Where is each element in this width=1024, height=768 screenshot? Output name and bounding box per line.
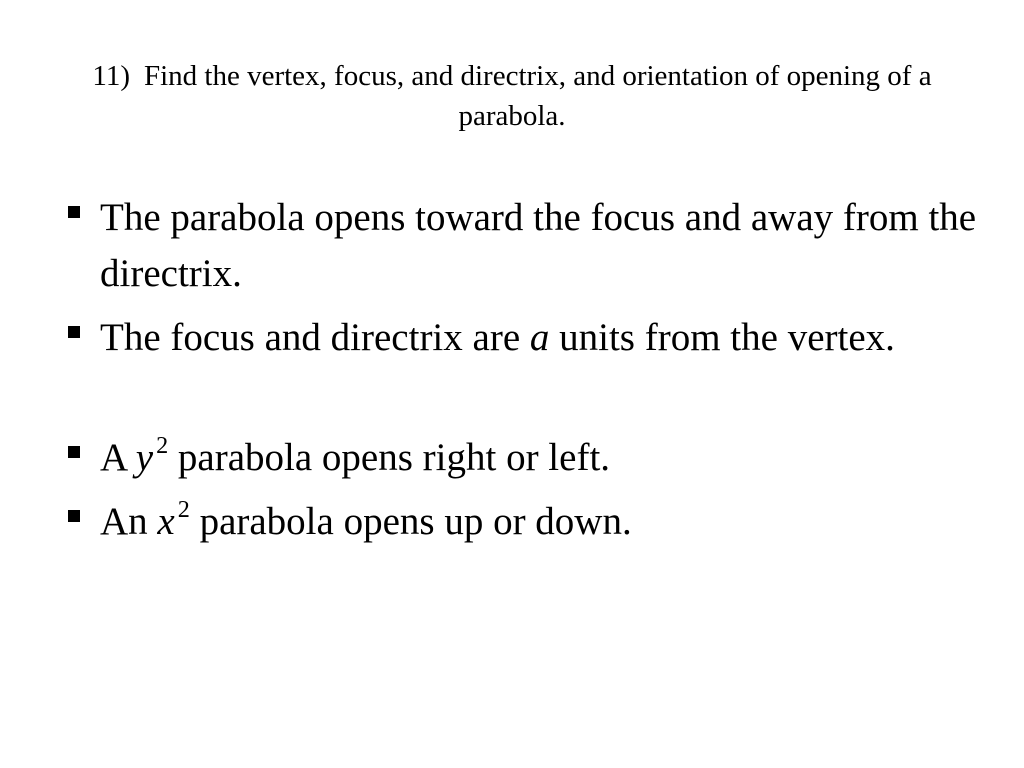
bullet-item-opens-toward-focus	[62, 190, 982, 302]
math-exponent: 2	[177, 495, 190, 523]
square-bullet-icon	[68, 510, 80, 522]
slide-title	[60, 56, 964, 136]
square-bullet-icon	[68, 206, 80, 218]
math-variable-a: a	[529, 316, 550, 359]
math-variable-y: y	[135, 436, 154, 479]
bullet-text-after: parabola opens up or down.	[189, 500, 632, 543]
title-number: 11)	[92, 60, 130, 92]
bullet-text-before: A	[100, 436, 136, 479]
bullet-list	[62, 190, 982, 558]
bullet-item-focus-directrix-distance	[62, 310, 982, 366]
bullet-text-before: The focus and directrix are	[100, 316, 530, 359]
math-exponent: 2	[156, 431, 169, 459]
bullet-text-after: units from the vertex.	[549, 316, 895, 359]
math-variable-x: x	[157, 500, 175, 543]
square-bullet-icon	[68, 446, 80, 458]
title-text: Find the vertex, focus, and directrix, and orientation of opening of a parabola.	[143, 60, 932, 132]
bullet-text-after: parabola opens right or left.	[168, 436, 611, 479]
square-bullet-icon	[68, 326, 80, 338]
bullet-text: The parabola opens toward the focus and away from the directrix.	[100, 196, 977, 295]
bullet-item-x-squared	[62, 494, 982, 550]
bullet-text-before: An	[100, 500, 158, 543]
bullet-item-y-squared	[62, 430, 982, 486]
